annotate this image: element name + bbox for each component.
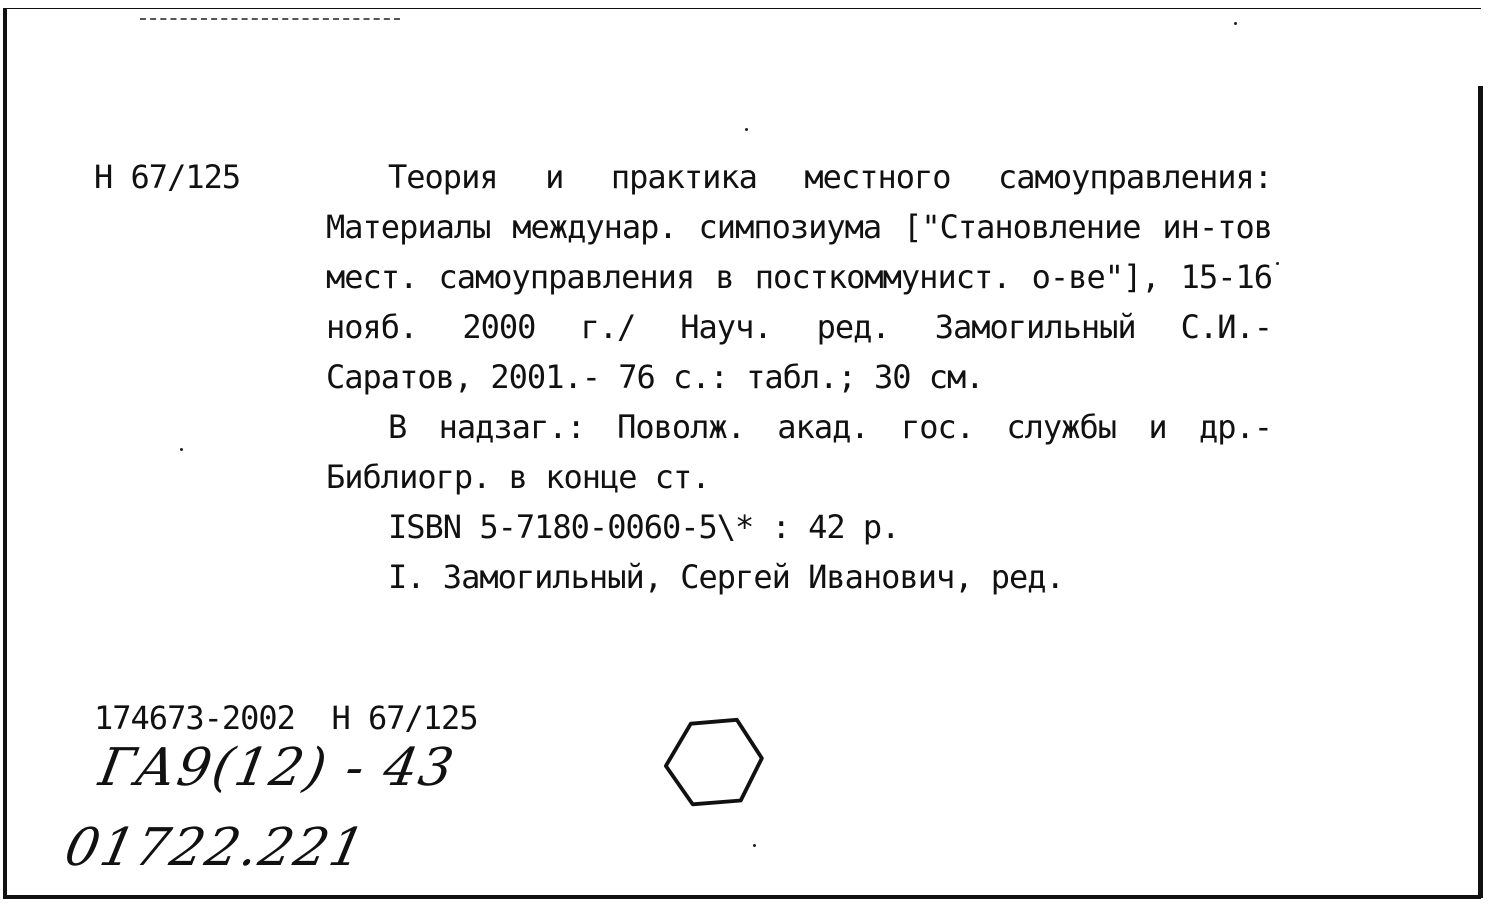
scan-speck	[753, 844, 756, 847]
card-right-edge	[1478, 86, 1483, 898]
bibliographic-entry	[326, 152, 1272, 602]
entry-note-paragraph: В надзаг.: Поволж. акад. гос. службы и др.- Библиогр. в конце ст.	[326, 408, 1272, 496]
top-dashed-line	[140, 18, 400, 20]
call-number: Н 67/125	[94, 158, 241, 196]
handwritten-classification: ГА9(12) - 43	[94, 738, 460, 798]
handwritten-code: 01722.221	[59, 818, 372, 878]
entry-title-paragraph: Теория и практика местного самоуправления: Материалы междунар. симпозиума ["Становление ин-тов мест. самоуправления в посткоммунист. о-ве"], 15-16 нояб. 2000 г./ Науч. ред. Замогильный С.И.- Саратов, 2001.- 76 с.: табл.; 30 см.	[326, 158, 1272, 396]
accession-line: 174673-2002 Н 67/125	[94, 699, 478, 737]
octagon-stamp-icon	[660, 714, 768, 810]
scan-speck	[1234, 22, 1237, 25]
entry-editor-paragraph: I. Замогильный, Сергей Иванович, ред.	[388, 558, 1064, 596]
scan-speck	[180, 448, 183, 451]
scan-speck	[1276, 262, 1279, 265]
entry-isbn-paragraph: ISBN 5-7180-0060-5\* : 42 р.	[388, 508, 900, 546]
scan-speck	[745, 128, 748, 131]
